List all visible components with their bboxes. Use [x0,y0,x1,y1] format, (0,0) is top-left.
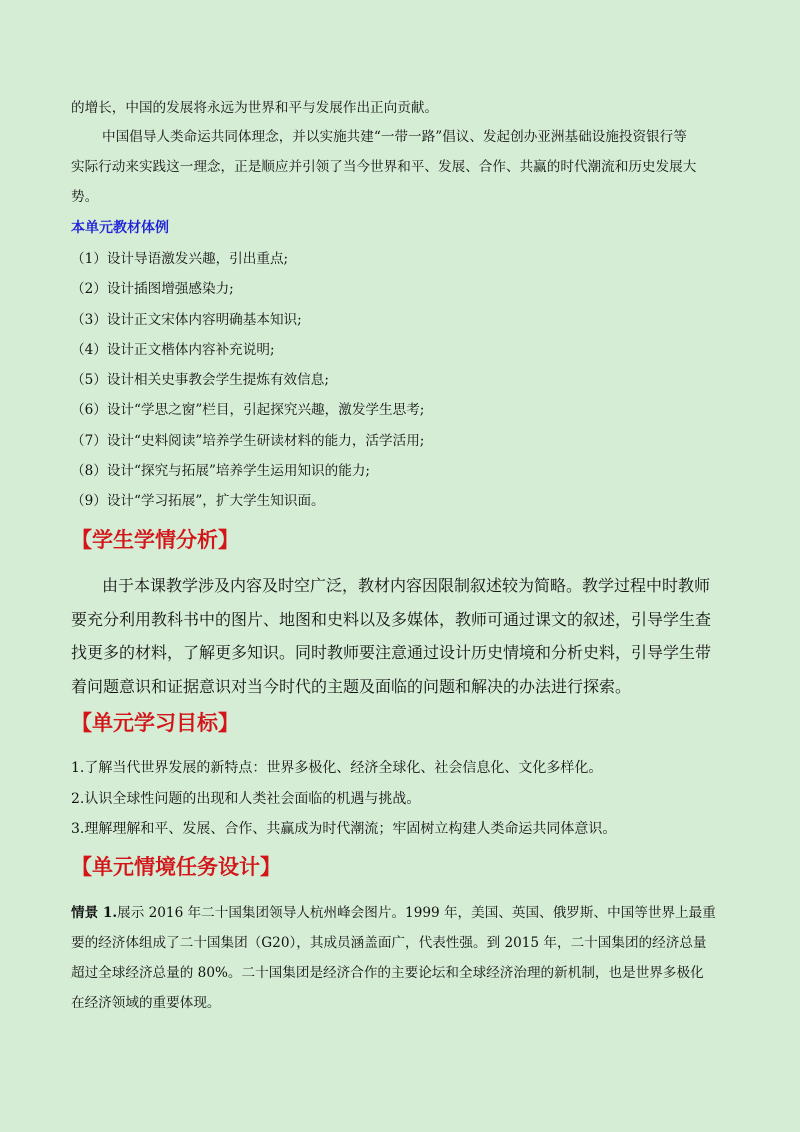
tasks-heading: 【单元情境任务设计】 [71,855,281,879]
list-item: （6）设计“学思之窗”栏目，引起探究兴趣，激发学生思考; [71,402,425,418]
scene-text: 展示 2016 年二十国集团领导人杭州峰会图片。1999 年，美国、英国、俄罗斯、中国等世界上最重 [117,905,716,921]
list-item: （7）设计“史料阅读”培养学生研读材料的能力，活学活用; [71,433,425,449]
scene-line: 超过全球经济总量的 80%。二十国集团是经济合作的主要论坛和全球经济治理的新机制，也是世界多极化 [71,965,704,981]
scene-label: 情景 1. [71,905,118,921]
list-item: （8）设计“探究与拓展”培养学生运用知识的能力; [71,463,371,479]
scene-line: 在经济领域的重要体现。 [71,995,221,1011]
analysis-line: 要充分利用教科书中的图片、地图和史料以及多媒体，教师可通过课文的叙述，引导学生查 [71,610,712,629]
list-item: （9）设计“学习拓展”，扩大学生知识面。 [71,493,325,509]
analysis-line: 找更多的材料，了解更多知识。同时教师要注意通过设计历史情境和分析史料，引导学生带 [71,643,712,662]
analysis-heading: 【学生学情分析】 [71,528,239,552]
paragraph-community-line-1: 中国倡导人类命运共同体理念，并以实施共建“一带一路”倡议、发起创办亚洲基础设施投资银行等 [102,129,687,145]
analysis-line: 由于本课教学涉及内容及时空广泛，教材内容因限制叙述较为简略。教学过程中时教师 [102,576,711,595]
paragraph-community-line-2: 实际行动来实践这一理念，正是顺应并引领了当今世界和平、发展、合作、共赢的时代潮流和历史发展大 [71,159,697,175]
list-item: （2）设计插图增强感染力; [71,281,234,297]
goal-item: 1.了解当代世界发展的新特点：世界多极化、经济全球化、社会信息化、文化多样化。 [71,760,603,776]
goal-item: 3.理解理解和平、发展、合作、共赢成为时代潮流；牢固树立构建人类命运共同体意识。 [71,821,617,837]
scene-line-1 [71,903,716,923]
goal-item: 2.认识全球性问题的出现和人类社会面临的机遇与挑战。 [71,791,421,807]
section-title: 本单元教材体例 [71,220,169,236]
paragraph-community-line-3: 势。 [71,189,99,205]
paragraph-intro-line: 的增长，中国的发展将永远为世界和平与发展作出正向贡献。 [71,100,439,116]
scene-line: 要的经济体组成了二十国集团（G20），其成员涵盖面广，代表性强。到 2015 年，二十国集团的经济总量 [71,935,707,951]
analysis-line: 着问题意识和证据意识对当今时代的主题及面临的问题和解决的办法进行探索。 [71,677,632,696]
goals-heading: 【单元学习目标】 [71,711,239,735]
list-item: （4）设计正文楷体内容补充说明; [71,342,275,358]
list-item: （1）设计导语激发兴趣，引出重点; [71,251,289,267]
list-item: （3）设计正文宋体内容明确基本知识; [71,312,302,328]
list-item: （5）设计相关史事教会学生提炼有效信息; [71,372,329,388]
